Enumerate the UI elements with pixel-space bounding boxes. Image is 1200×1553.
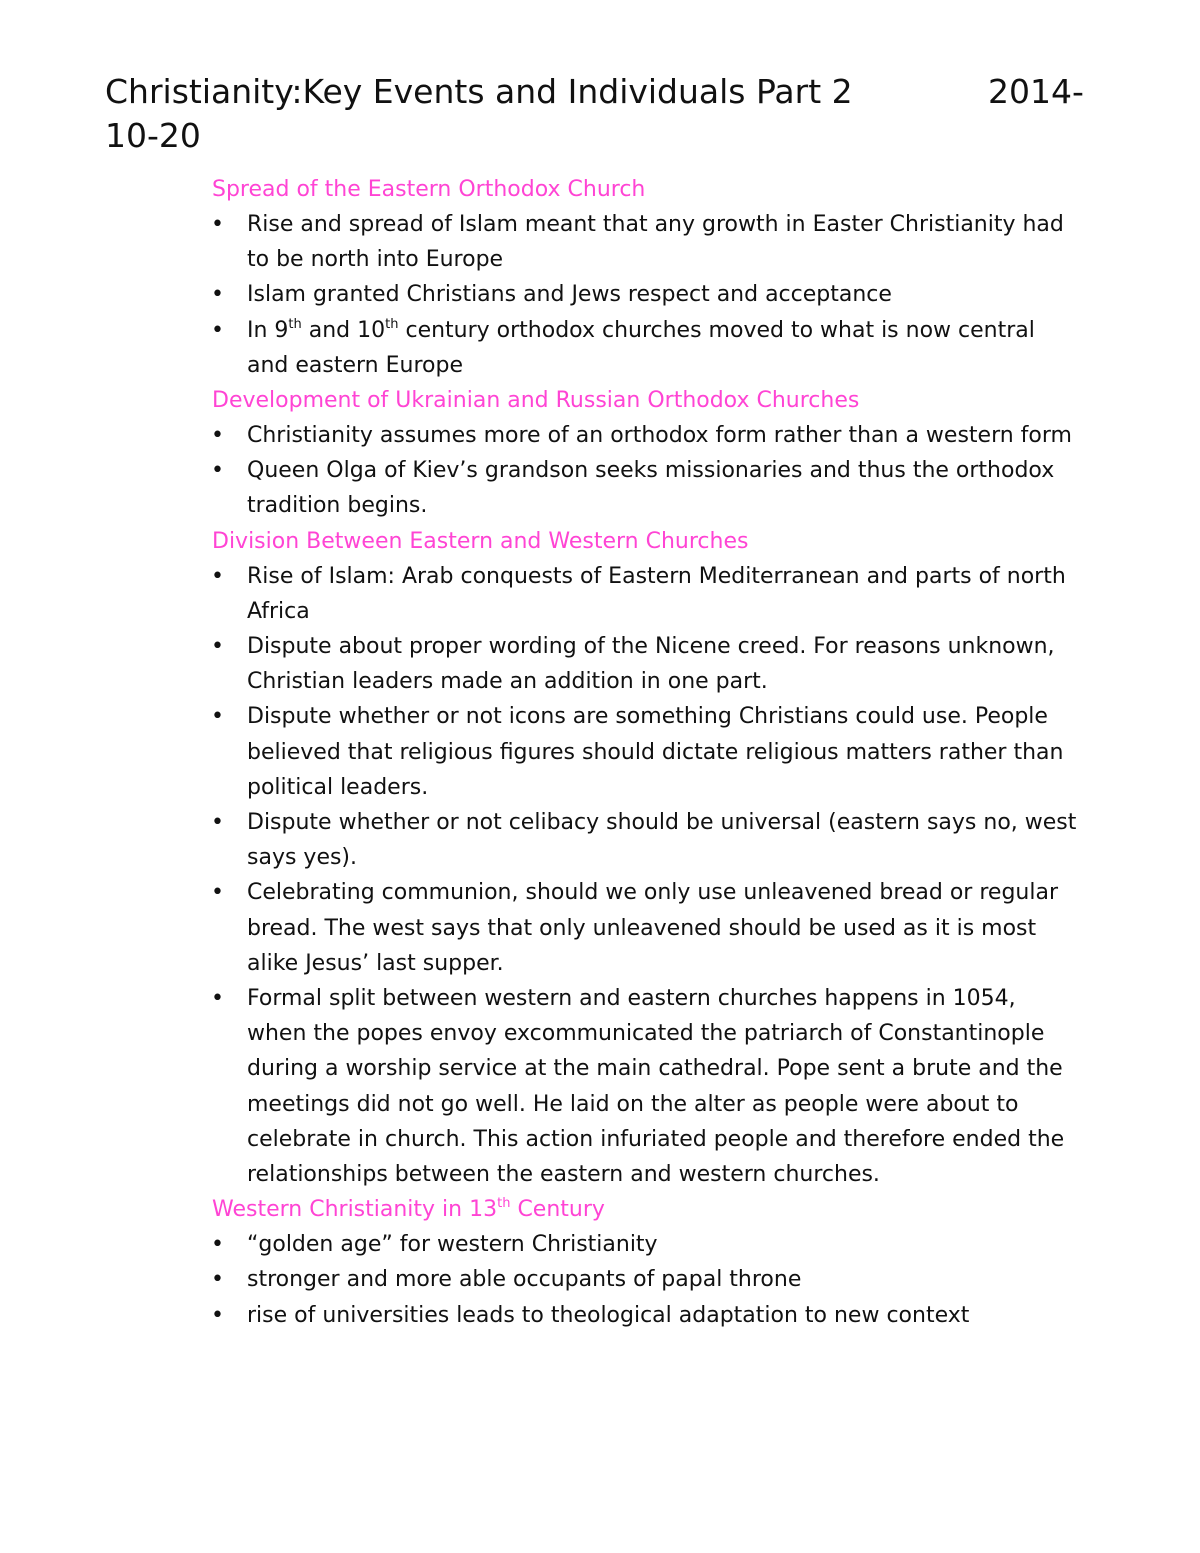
item-text: Queen Olga of Kiev’s grandson seeks missionaries and thus the orthodox tradition begins.	[247, 458, 1055, 519]
item-text: Dispute about proper wording of the Nicene creed. For reasons unknown, Christian leaders made an addition in one part.	[247, 634, 1055, 695]
bullet-icon: •	[211, 317, 224, 343]
ordinal-superscript: th	[288, 316, 302, 332]
list-item	[0, 277, 1200, 312]
list-item	[0, 1262, 1200, 1297]
item-text-part: century orthodox churches moved to what is now central and eastern Europe	[247, 317, 1035, 378]
item-text: Celebrating communion, should we only use unleavened bread or regular bread. The west says that only unleavened should be used as it is most alike Jesus’ last supper.	[247, 880, 1058, 976]
section-items	[0, 207, 1200, 383]
item-text: Formal split between western and eastern churches happens in 1054, when the popes envoy excommunicated the patriarch of Constantinople during a worship service at the main cathedral. Pope sent a brute and the meetings did not go well. He laid on the alter as people were about to celebrate in church. This action infuriated people and therefore ended the relationships between the eastern and western churches.	[247, 986, 1065, 1188]
item-text: stronger and more able occupants of papal throne	[247, 1267, 802, 1293]
item-text-part: In 9	[247, 317, 289, 343]
list-item	[0, 418, 1200, 453]
title-date-part2: 10-20	[105, 116, 201, 155]
notes-outline	[0, 172, 1200, 1333]
item-text: Islam granted Christians and Jews respect and acceptance	[247, 282, 892, 308]
bullet-icon: •	[211, 880, 224, 906]
bullet-icon: •	[211, 563, 224, 589]
item-text-part: and 10	[301, 317, 386, 343]
bullet-icon: •	[211, 212, 224, 237]
bullet-icon: •	[211, 1267, 224, 1293]
section-division-east-west	[0, 524, 1200, 1193]
list-item	[0, 699, 1200, 805]
section-items	[0, 559, 1200, 1193]
ordinal-superscript: th	[385, 316, 399, 332]
item-text: Dispute whether or not icons are something Christians could use. People believed that religious figures should dictate religious matters rather than political leaders.	[247, 704, 1064, 800]
bullet-icon: •	[211, 1232, 224, 1258]
section-ukrainian-russian-orthodox	[0, 383, 1200, 524]
section-items	[0, 1227, 1200, 1333]
section-items	[0, 418, 1200, 524]
item-text: Rise and spread of Islam meant that any growth in Easter Christianity had to be north into Europe	[247, 212, 1064, 273]
heading-text-part: Century	[510, 1197, 605, 1223]
bullet-icon: •	[211, 810, 224, 836]
bullet-icon: •	[211, 986, 224, 1012]
list-item	[0, 1227, 1200, 1262]
section-heading: Division Between Eastern and Western Churches	[212, 528, 749, 554]
item-text: “golden age” for western Christianity	[247, 1232, 658, 1258]
item-text: Dispute whether or not celibacy should be universal (eastern says no, west says yes).	[247, 810, 1077, 871]
bullet-icon: •	[211, 282, 224, 308]
bullet-icon: •	[211, 458, 224, 484]
list-item	[0, 1298, 1200, 1333]
item-text: Christianity assumes more of an orthodox form rather than a western form	[247, 423, 1072, 449]
list-item	[0, 875, 1200, 981]
bullet-icon: •	[211, 423, 224, 449]
section-heading: Development of Ukrainian and Russian Orthodox Churches	[212, 388, 860, 414]
heading-text-part: Western Christianity in 13	[212, 1197, 498, 1223]
bullet-icon: •	[211, 634, 224, 660]
list-item	[0, 207, 1200, 277]
section-western-christianity-13th	[0, 1192, 1200, 1333]
bullet-icon: •	[211, 704, 224, 730]
list-item	[0, 981, 1200, 1192]
section-heading-row	[0, 383, 1200, 418]
section-heading	[212, 1192, 605, 1227]
section-heading: Spread of the Eastern Orthodox Church	[212, 177, 646, 202]
section-heading-row	[0, 524, 1200, 559]
item-text: Rise of Islam: Arab conquests of Eastern Mediterranean and parts of north Africa	[247, 563, 1066, 624]
section-heading-row	[0, 172, 1200, 207]
list-item	[0, 629, 1200, 699]
list-item	[0, 453, 1200, 523]
bullet-icon: •	[211, 1302, 224, 1328]
list-item	[0, 805, 1200, 875]
list-item	[0, 313, 1200, 383]
ordinal-superscript: th	[497, 1196, 511, 1212]
title-date-part1: 2014-	[988, 72, 1084, 111]
document-title	[105, 70, 1095, 158]
title-text: Christianity:Key Events and Individuals Part 2	[105, 72, 853, 111]
item-text: rise of universities leads to theological adaptation to new context	[247, 1302, 970, 1328]
section-spread-eastern-orthodox	[0, 172, 1200, 383]
section-heading-row	[0, 1192, 1200, 1227]
list-item	[0, 559, 1200, 629]
